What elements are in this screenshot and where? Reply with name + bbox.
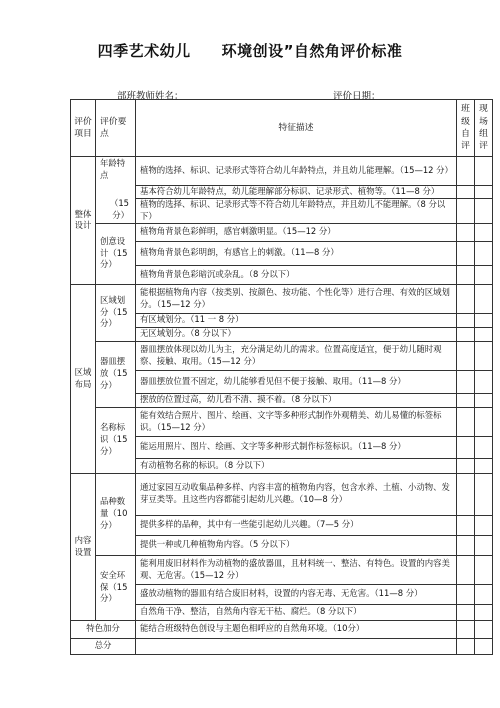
site-score-cell[interactable]	[475, 327, 493, 341]
feature-cell: 植物的选择、标识、记录形式等不符合幼儿年龄特点，并且幼儿不能理解。（8 分以下）	[136, 199, 457, 224]
element-placement: 器皿摆放（15分）	[96, 341, 136, 407]
table-row	[71, 473, 493, 515]
page-title: 四季艺术幼儿 环境创设”自然角评价标准	[97, 42, 403, 60]
site-score-cell[interactable]	[475, 223, 493, 241]
section-content-setting: 内容设置	[71, 473, 96, 620]
special-bonus-desc: 能结合班级特色创设与主题色相呼应的自然角环境。（10分）	[136, 620, 457, 638]
class-score-cell[interactable]	[457, 327, 475, 341]
class-score-cell[interactable]	[457, 265, 475, 284]
evaluation-table	[70, 99, 493, 655]
class-score-cell[interactable]	[457, 535, 475, 555]
feature-cell: 植物角背景色彩鲜明，感官刺激明显。（15—12 分）	[136, 223, 457, 241]
class-score-cell[interactable]	[457, 370, 475, 393]
class-score-cell[interactable]	[457, 584, 475, 604]
class-score-cell[interactable]	[457, 555, 475, 584]
table-row	[71, 223, 493, 241]
evaluation-date-label: 评价日期：	[333, 91, 381, 102]
class-score-cell[interactable]	[457, 620, 475, 638]
feature-cell: 器皿摆放体现以幼儿为主，充分满足幼儿的需求。位置高度适宜，便于幼儿随时观察、接触、取用。（15—12 分）	[136, 341, 457, 370]
element-division: 区域划分（15分）	[96, 284, 136, 341]
feature-cell: 无区域划分。（8 分以下）	[136, 327, 457, 341]
site-score-cell[interactable]	[475, 393, 493, 407]
site-score-cell[interactable]	[475, 157, 493, 186]
class-score-cell[interactable]	[457, 458, 475, 473]
site-score-cell[interactable]	[475, 515, 493, 535]
class-score-cell[interactable]	[457, 313, 475, 327]
element-age-score: （15 分）	[109, 198, 129, 220]
feature-cell: 盛放动植物的器皿有结合废旧材料，设置的内容无毒、无危害。（11—8 分）	[136, 584, 457, 604]
site-score-cell[interactable]	[475, 241, 493, 265]
class-score-cell[interactable]	[457, 515, 475, 535]
feature-cell: 植物角背景色彩明朗，有感官上的刺激。（11—8 分）	[136, 241, 457, 265]
site-score-cell[interactable]	[475, 341, 493, 370]
class-score-cell[interactable]	[457, 341, 475, 370]
header-site-eval: 现场组评	[475, 100, 493, 157]
class-score-cell[interactable]	[457, 638, 475, 654]
site-score-cell[interactable]	[475, 186, 493, 199]
feature-cell: 自然角干净、整洁，自然角内容无干枯、腐烂。（8 分以下）	[136, 604, 457, 620]
site-score-cell[interactable]	[475, 265, 493, 284]
class-score-cell[interactable]	[457, 186, 475, 199]
site-score-cell[interactable]	[475, 370, 493, 393]
feature-cell: 摆放的位置过高，幼儿看不清、摸不着。（8 分以下）	[136, 393, 457, 407]
site-score-cell[interactable]	[475, 313, 493, 327]
element-safety: 安全环保（15分）	[96, 555, 136, 620]
element-age-label: 年龄特点	[100, 158, 126, 180]
table-row	[71, 638, 493, 654]
total-score-label: 总分	[71, 638, 136, 654]
class-score-cell[interactable]	[457, 436, 475, 458]
total-score-value[interactable]	[136, 638, 457, 654]
feature-cell: 提供多样的品种，其中有一些能引起幼儿兴趣。（7—5 分）	[136, 515, 457, 535]
feature-cell: 器皿摆放位置不固定，幼儿能够看见但不便于接触、取用。（11—8 分）	[136, 370, 457, 393]
teacher-name-label: 部班教师姓名：	[117, 91, 184, 102]
feature-cell: 植物角背景色彩暗沉或杂乱。（8 分以下）	[136, 265, 457, 284]
site-score-cell[interactable]	[475, 604, 493, 620]
class-score-cell[interactable]	[457, 199, 475, 224]
site-score-cell[interactable]	[475, 436, 493, 458]
class-score-cell[interactable]	[457, 284, 475, 313]
header-element: 评价要点	[96, 100, 136, 157]
site-score-cell[interactable]	[475, 407, 493, 436]
table-header-row	[71, 100, 493, 157]
class-score-cell[interactable]	[457, 407, 475, 436]
feature-cell: 能根据植物角内容（按类别、按颜色、按功能、个性化等）进行合理、有效的区域划分。（15—12 分）	[136, 284, 457, 313]
section-area-layout: 区域布局	[71, 284, 96, 473]
element-age	[96, 157, 136, 224]
class-score-cell[interactable]	[457, 473, 475, 515]
class-score-cell[interactable]	[457, 393, 475, 407]
element-variety: 品种数量（10分）	[96, 473, 136, 555]
table-row	[71, 284, 493, 313]
feature-cell: 植物的选择、标识、记录形式等符合幼儿年龄特点，并且幼儿能理解。（15—12 分）	[136, 157, 457, 186]
table-row	[71, 555, 493, 584]
feature-cell: 能利用废旧材料作为动植物的盛放器皿，且材料统一、整洁、有特色。设置的内容美观、无危害。（15—12 分）	[136, 555, 457, 584]
class-score-cell[interactable]	[457, 223, 475, 241]
site-score-cell[interactable]	[475, 584, 493, 604]
site-score-cell[interactable]	[475, 620, 493, 638]
feature-cell: 能运用照片、图片、绘画、文字等多种形式制作标签标识。（11—8 分）	[136, 436, 457, 458]
element-label: 名称标识（15分）	[96, 407, 136, 473]
feature-cell: 有区域划分。（11 一 8 分）	[136, 313, 457, 327]
header-feature: 特征描述	[136, 100, 457, 157]
header-project: 评价项目	[71, 100, 96, 157]
element-creative: 创意设计（15分）	[96, 223, 136, 284]
feature-cell: 能有效结合照片、图片、绘画、文字等多种形式制作外观精美、幼儿易懂的标签标识。（15—12 分）	[136, 407, 457, 436]
class-score-cell[interactable]	[457, 241, 475, 265]
header-class-eval: 班级自评	[457, 100, 475, 157]
site-score-cell[interactable]	[475, 284, 493, 313]
class-score-cell[interactable]	[457, 604, 475, 620]
class-score-cell[interactable]	[457, 157, 475, 186]
table-row	[71, 341, 493, 370]
table-row	[71, 407, 493, 436]
section-overall-design: 整体设计	[71, 157, 96, 285]
feature-cell: 通过家园互动收集品种多样、内容丰富的植物角内容，包含水养、土植、小动物、发芽豆类等。且这些内容都能引起幼儿兴趣。（10—8 分）	[136, 473, 457, 515]
site-score-cell[interactable]	[475, 199, 493, 224]
feature-cell: 有动植物名称的标识。（8 分以下）	[136, 458, 457, 473]
site-score-cell[interactable]	[475, 535, 493, 555]
site-score-cell[interactable]	[475, 638, 493, 654]
site-score-cell[interactable]	[475, 458, 493, 473]
feature-cell: 提供一种或几种植物角内容。（5 分以下）	[136, 535, 457, 555]
special-bonus-label: 特色加分	[71, 620, 136, 638]
feature-cell: 基本符合幼儿年龄特点，幼儿能理解部分标识、记录形式、植物等。（11—8 分）	[136, 186, 457, 199]
table-row	[71, 157, 493, 186]
site-score-cell[interactable]	[475, 555, 493, 584]
table-row	[71, 620, 493, 638]
site-score-cell[interactable]	[475, 473, 493, 515]
